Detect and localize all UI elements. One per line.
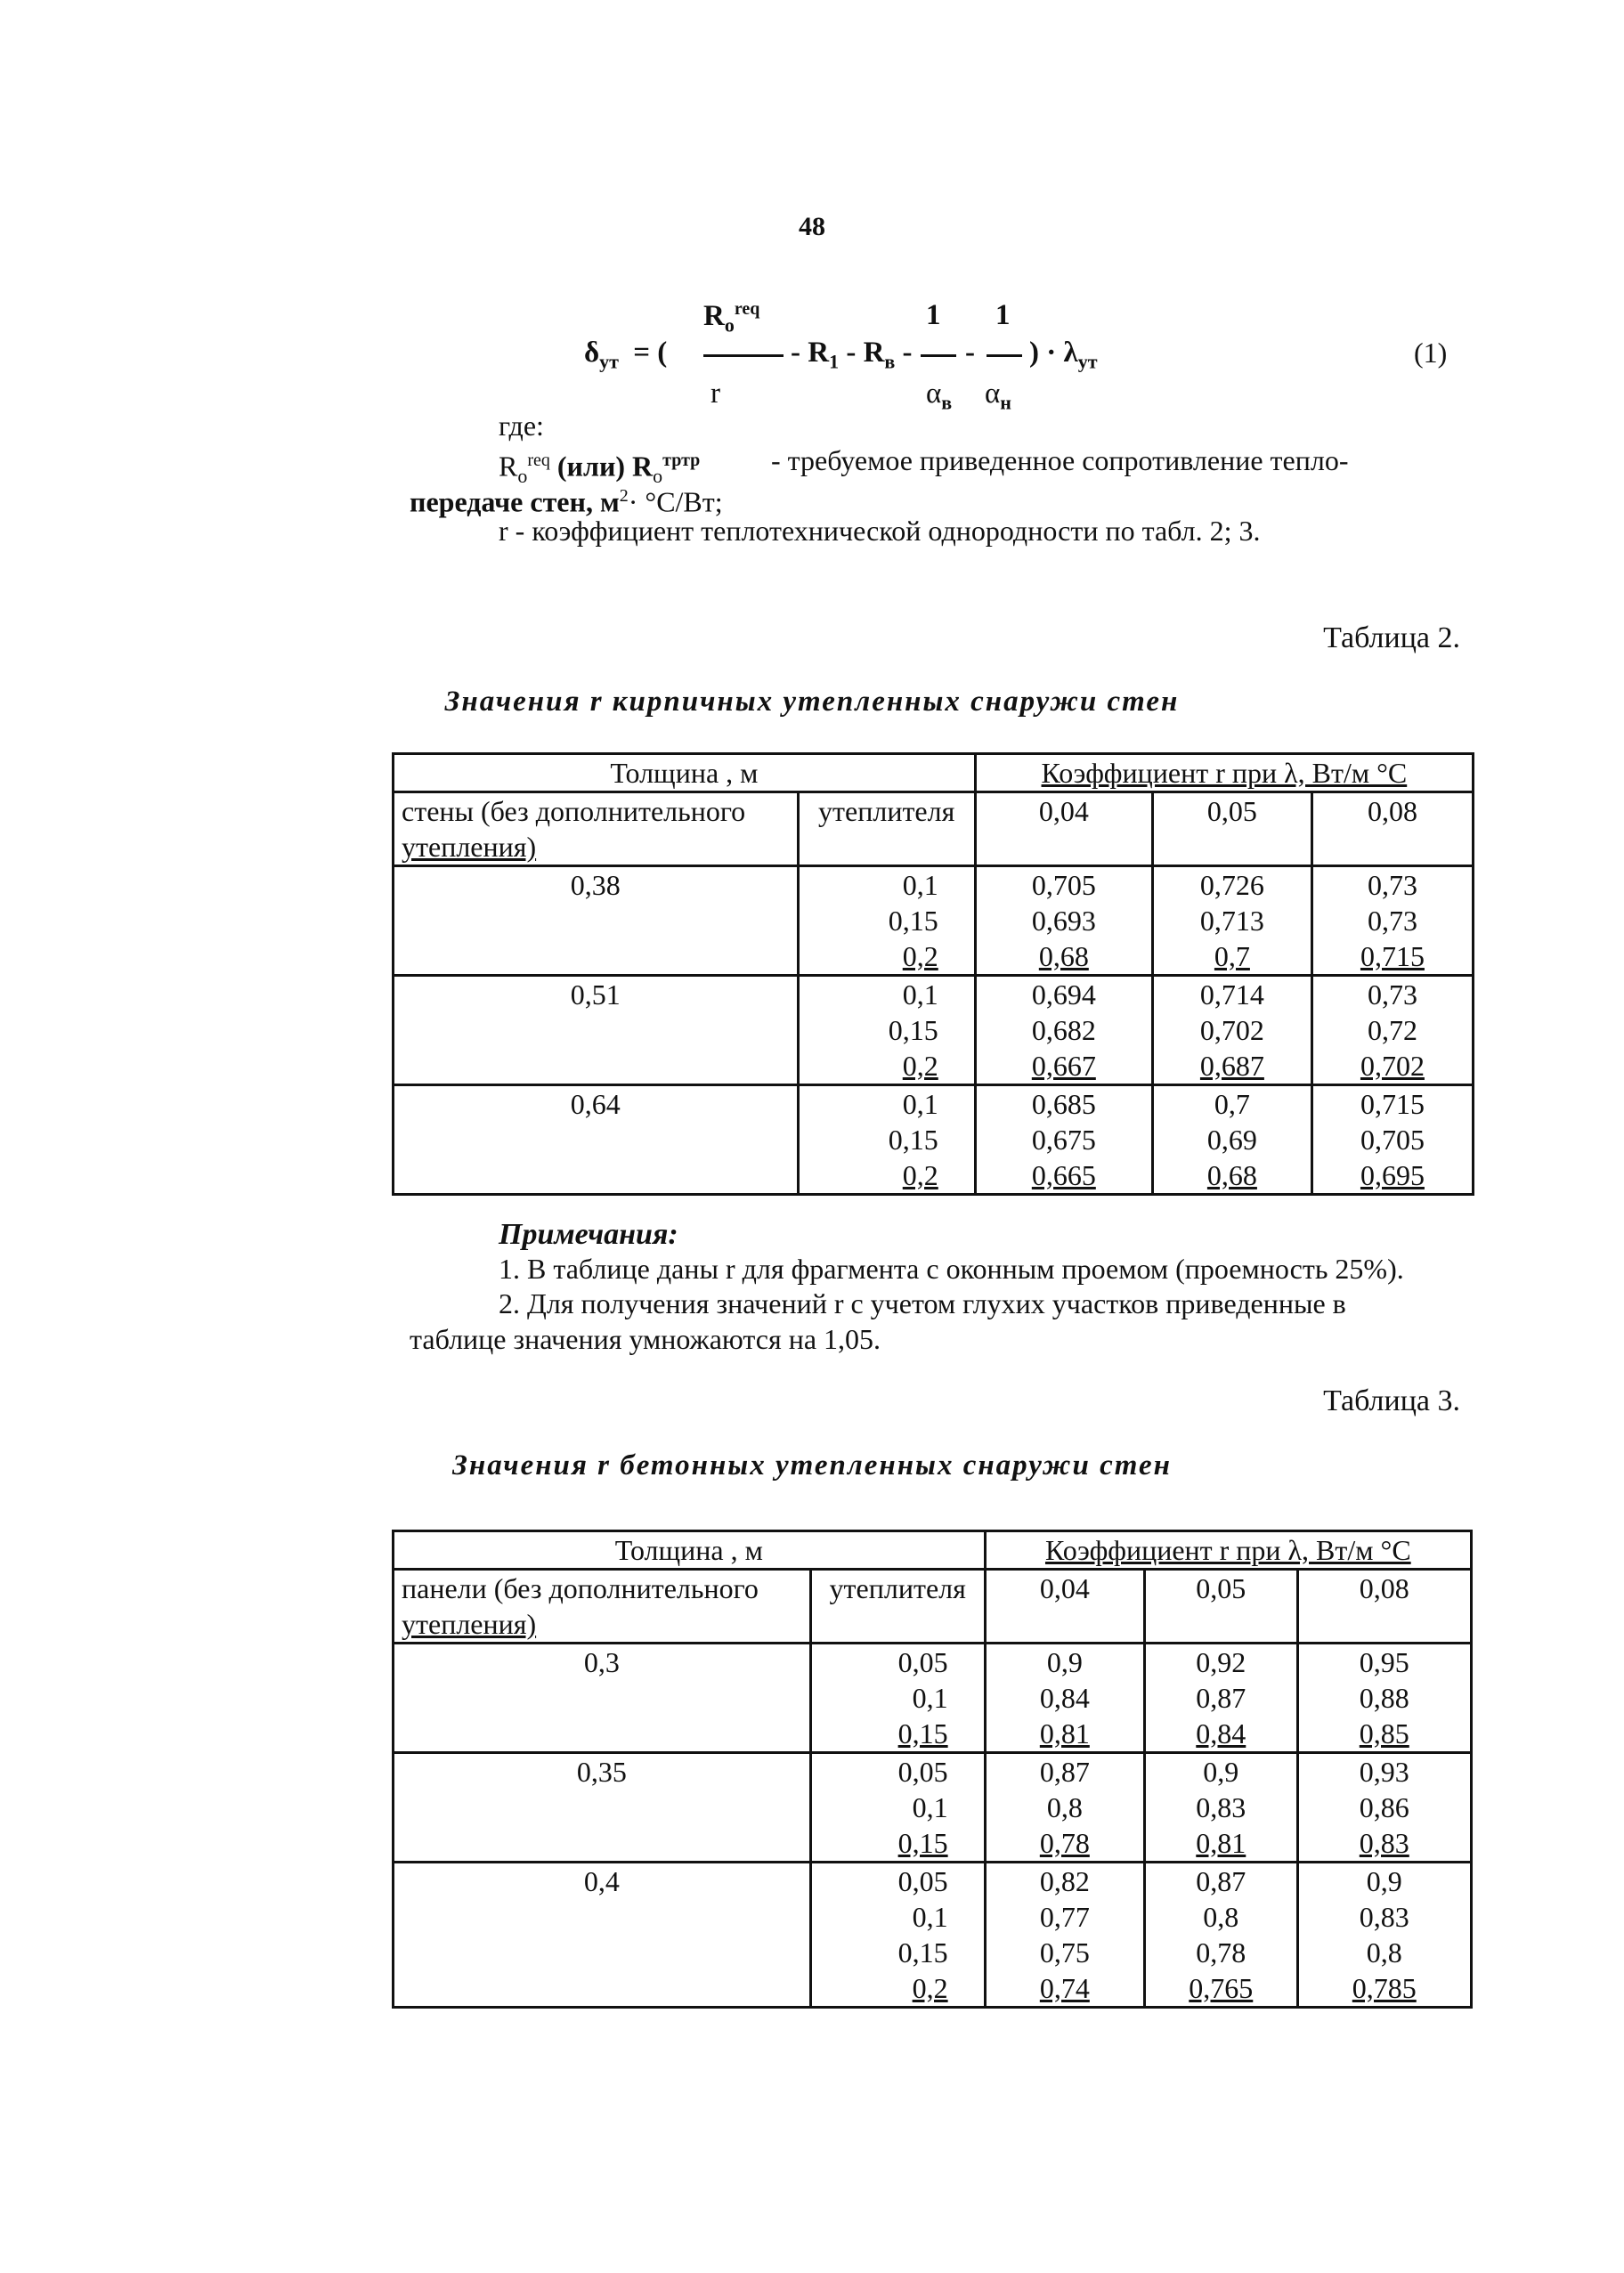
fraction-bar-2 xyxy=(921,354,956,357)
header-thickness: Толщина , м xyxy=(394,1531,986,1570)
wall-thickness: 0,64 xyxy=(570,1088,621,1120)
insulation-value: 0,2 xyxy=(902,1159,938,1191)
wall-thickness-cell xyxy=(394,1863,811,2008)
insulation-value: 0,15 xyxy=(888,1124,938,1156)
header-row xyxy=(394,754,1474,792)
alpha-v xyxy=(926,377,952,415)
insulation-cell xyxy=(810,1644,985,1753)
coefficient-value: 0,86 xyxy=(1359,1791,1409,1823)
coefficient-value: 0,78 xyxy=(1039,1827,1090,1859)
header-lambda: 0,08 xyxy=(1297,1570,1471,1644)
coefficient-value: 0,73 xyxy=(1367,869,1417,901)
insulation-value: 0,1 xyxy=(902,978,938,1011)
formula-number: (1) xyxy=(1414,337,1448,369)
formula-one-2: 1 xyxy=(995,299,1011,331)
text: передаче стен, м xyxy=(410,485,620,518)
table-3-title: Значения r бетонных утепленных снаружи стен xyxy=(452,1449,1172,1482)
coefficient-value: 0,693 xyxy=(1031,905,1096,937)
coefficient-value: 0,72 xyxy=(1367,1014,1417,1046)
formula-tail xyxy=(1029,337,1098,374)
header-lambda: 0,05 xyxy=(1152,792,1311,866)
wall-thickness-cell xyxy=(394,866,799,976)
coefficient-cell xyxy=(985,1753,1144,1863)
coefficient-value: 0,92 xyxy=(1196,1646,1246,1678)
formula xyxy=(0,0,1624,427)
superscript: req xyxy=(527,451,550,470)
alpha: α xyxy=(926,377,942,410)
coefficient-value: 0,88 xyxy=(1359,1682,1409,1714)
fraction-bar-1 xyxy=(703,354,784,357)
delta: δ xyxy=(584,337,600,369)
insulation-value: 0,1 xyxy=(912,1791,948,1823)
insulation-cell xyxy=(798,976,975,1085)
coefficient-value: 0,667 xyxy=(1031,1050,1096,1082)
coefficient-value: 0,8 xyxy=(1366,1936,1402,1969)
header-wall xyxy=(394,792,799,866)
header-row xyxy=(394,792,1474,866)
wall-thickness: 0,38 xyxy=(570,869,621,901)
header-row xyxy=(394,1570,1472,1644)
coefficient-value: 0,682 xyxy=(1031,1014,1096,1046)
insulation-value: 0,15 xyxy=(888,905,938,937)
insulation-value: 0,1 xyxy=(912,1682,948,1714)
coefficient-value: 0,7 xyxy=(1214,1088,1250,1120)
coefficient-value: 0,714 xyxy=(1199,978,1264,1011)
wall-thickness-cell xyxy=(394,1644,811,1753)
coefficient-value: 0,68 xyxy=(1206,1159,1257,1191)
coefficient-value: 0,785 xyxy=(1352,1972,1417,2004)
subscript: в xyxy=(884,350,896,373)
coefficient-value: 0,675 xyxy=(1031,1124,1096,1156)
formula-one-1: 1 xyxy=(926,299,941,331)
header-insulation: утеплителя xyxy=(798,792,975,866)
formula-numerator xyxy=(703,299,759,337)
coefficient-value: 0,9 xyxy=(1046,1646,1083,1678)
coefficient-cell xyxy=(1152,976,1311,1085)
coefficient-value: 0,8 xyxy=(1046,1791,1083,1823)
coefficient-cell xyxy=(975,866,1152,976)
subscript: o xyxy=(653,465,663,488)
coefficient-value: 0,9 xyxy=(1203,1756,1239,1788)
fraction-bar-3 xyxy=(987,354,1022,357)
insulation-cell xyxy=(810,1753,985,1863)
coefficient-value: 0,81 xyxy=(1039,1717,1090,1749)
coefficient-value: 0,765 xyxy=(1189,1972,1254,2004)
coefficient-cell xyxy=(1297,1753,1471,1863)
table-2-title: Значения r кирпичных утепленных снаружи стен xyxy=(444,686,1180,718)
coefficient-value: 0,702 xyxy=(1360,1050,1425,1082)
or-text: (или) R xyxy=(556,450,654,483)
coefficient-value: 0,687 xyxy=(1199,1050,1264,1082)
coefficient-value: 0,84 xyxy=(1039,1682,1090,1714)
insulation-value: 0,05 xyxy=(897,1756,948,1788)
subscript: н xyxy=(1000,391,1011,414)
insulation-cell xyxy=(798,1085,975,1195)
insulation-value: 0,2 xyxy=(902,1050,938,1082)
coefficient-value: 0,705 xyxy=(1031,869,1096,901)
table-3-caption: Таблица 3. xyxy=(1323,1384,1460,1417)
superscript: 2 xyxy=(619,486,629,506)
coefficient-cell xyxy=(1311,976,1473,1085)
coefficient-value: 0,685 xyxy=(1031,1088,1096,1120)
coefficient-value: 0,726 xyxy=(1199,869,1264,901)
coefficient-value: 0,73 xyxy=(1367,978,1417,1011)
coefficient-value: 0,75 xyxy=(1039,1936,1090,1969)
subscript: в xyxy=(941,391,953,414)
coefficient-cell xyxy=(975,976,1152,1085)
insulation-value: 0,15 xyxy=(897,1827,948,1859)
definition-r-req-text: - требуемое приведенное сопротивление тепло- xyxy=(771,444,1349,476)
header-coefficient xyxy=(985,1531,1471,1570)
coefficient-value: 0,85 xyxy=(1359,1717,1409,1749)
coefficient-value: 0,7 xyxy=(1214,940,1250,972)
table-row xyxy=(394,1863,1472,2008)
coefficient-cell xyxy=(975,1085,1152,1195)
note-2: 2. Для получения значений r с учетом глухих участков приведенные в xyxy=(499,1287,1346,1319)
header-wall xyxy=(394,1570,811,1644)
minus-r1: - R xyxy=(791,337,830,369)
notes-title: Примечания: xyxy=(499,1218,678,1251)
table-3 xyxy=(392,1530,1473,2009)
header-row xyxy=(394,1531,1472,1570)
insulation-value: 0,2 xyxy=(912,1972,948,2004)
subscript: o xyxy=(517,465,528,488)
subscript: ут xyxy=(599,350,619,373)
coefficient-value: 0,705 xyxy=(1360,1124,1425,1156)
minus: - xyxy=(965,337,975,369)
coefficient-value: 0,74 xyxy=(1039,1972,1090,2004)
formula-lhs xyxy=(584,337,667,374)
note-1: 1. В таблице даны r для фрагмента с оконным проемом (проемность 25%). xyxy=(499,1253,1404,1285)
header-wall-line2: утепления) xyxy=(402,831,537,863)
coefficient-value: 0,77 xyxy=(1039,1901,1090,1933)
wall-thickness: 0,35 xyxy=(576,1756,627,1788)
symbol-r: R xyxy=(703,300,725,332)
coefficient-value: 0,9 xyxy=(1366,1865,1402,1897)
coefficient-value: 0,78 xyxy=(1196,1936,1246,1969)
header-lambda: 0,04 xyxy=(975,792,1152,866)
insulation-value: 0,05 xyxy=(897,1646,948,1678)
table-row xyxy=(394,1644,1472,1753)
insulation-cell xyxy=(810,1863,985,2008)
minus: - xyxy=(902,337,913,369)
coefficient-cell xyxy=(1297,1644,1471,1753)
wall-thickness-cell xyxy=(394,1085,799,1195)
table-row xyxy=(394,976,1474,1085)
wall-thickness-cell xyxy=(394,976,799,1085)
insulation-value: 0,05 xyxy=(897,1865,948,1897)
coefficient-value: 0,82 xyxy=(1039,1865,1090,1897)
coefficient-cell xyxy=(1145,1753,1298,1863)
header-thickness: Толщина , м xyxy=(394,754,976,792)
symbol-r: R xyxy=(499,450,518,483)
coefficient-cell xyxy=(1152,1085,1311,1195)
superscript: req xyxy=(734,299,760,319)
wall-thickness: 0,51 xyxy=(570,978,621,1011)
coefficient-value: 0,83 xyxy=(1359,1827,1409,1859)
coefficient-cell xyxy=(985,1863,1144,2008)
insulation-value: 0,2 xyxy=(902,940,938,972)
insulation-value: 0,15 xyxy=(888,1014,938,1046)
insulation-value: 0,1 xyxy=(902,869,938,901)
coefficient-value: 0,713 xyxy=(1199,905,1264,937)
coefficient-cell xyxy=(1145,1644,1298,1753)
alpha-n xyxy=(985,377,1011,415)
subscript: 1 xyxy=(829,350,840,373)
where-label: где: xyxy=(499,410,544,442)
coefficient-value: 0,81 xyxy=(1196,1827,1246,1859)
wall-thickness: 0,3 xyxy=(583,1646,620,1678)
table-row xyxy=(394,1753,1472,1863)
insulation-value: 0,15 xyxy=(897,1936,948,1969)
coefficient-value: 0,715 xyxy=(1360,1088,1425,1120)
header-coefficient-text: Коэффициент r при λ, Вт/м °С xyxy=(1041,757,1408,789)
coefficient-value: 0,694 xyxy=(1031,978,1096,1011)
formula-middle xyxy=(791,337,913,374)
table-2 xyxy=(392,752,1474,1196)
coefficient-value: 0,87 xyxy=(1196,1682,1246,1714)
coefficient-value: 0,702 xyxy=(1199,1014,1264,1046)
text: · °С/Вт; xyxy=(628,485,723,518)
coefficient-value: 0,95 xyxy=(1359,1646,1409,1678)
minus-rv: - R xyxy=(846,337,885,369)
wall-thickness: 0,4 xyxy=(583,1865,620,1897)
header-coefficient-text: Коэффициент r при λ, Вт/м °С xyxy=(1044,1534,1411,1566)
equals: = ( xyxy=(633,337,668,369)
coefficient-value: 0,715 xyxy=(1360,940,1425,972)
page-number: 48 xyxy=(799,212,825,241)
subscript: o xyxy=(724,313,735,337)
definition-r: r - коэффициент теплотехнической однородности по табл. 2; 3. xyxy=(499,515,1261,547)
coefficient-value: 0,665 xyxy=(1031,1159,1096,1191)
formula-denominator-r: r xyxy=(710,377,720,410)
coefficient-value: 0,695 xyxy=(1360,1159,1425,1191)
insulation-cell xyxy=(798,866,975,976)
insulation-value: 0,1 xyxy=(902,1088,938,1120)
coefficient-value: 0,8 xyxy=(1203,1901,1239,1933)
insulation-value: 0,1 xyxy=(912,1901,948,1933)
header-lambda: 0,05 xyxy=(1145,1570,1298,1644)
lambda: ) · λ xyxy=(1029,337,1078,369)
header-lambda: 0,08 xyxy=(1311,792,1473,866)
header-wall-line1: стены (без дополнительного xyxy=(402,795,746,827)
header-coefficient xyxy=(975,754,1473,792)
alpha: α xyxy=(985,377,1001,410)
coefficient-value: 0,87 xyxy=(1196,1865,1246,1897)
coefficient-value: 0,68 xyxy=(1038,940,1089,972)
coefficient-value: 0,84 xyxy=(1196,1717,1246,1749)
table-2-caption: Таблица 2. xyxy=(1323,621,1460,654)
header-lambda: 0,04 xyxy=(985,1570,1144,1644)
table-row xyxy=(394,866,1474,976)
superscript: тртр xyxy=(662,451,701,470)
coefficient-cell xyxy=(1311,866,1473,976)
header-insulation: утеплителя xyxy=(810,1570,985,1644)
header-wall-line2: утепления) xyxy=(402,1608,537,1640)
coefficient-value: 0,69 xyxy=(1206,1124,1257,1156)
note-2-cont: таблице значения умножаются на 1,05. xyxy=(410,1323,881,1355)
coefficient-value: 0,73 xyxy=(1367,905,1417,937)
wall-thickness-cell xyxy=(394,1753,811,1863)
coefficient-cell xyxy=(1145,1863,1298,2008)
header-wall-line1: панели (без дополнительного xyxy=(402,1572,759,1604)
subscript: ут xyxy=(1077,350,1098,373)
coefficient-value: 0,83 xyxy=(1359,1901,1409,1933)
table-row xyxy=(394,1085,1474,1195)
coefficient-cell xyxy=(1297,1863,1471,2008)
coefficient-value: 0,87 xyxy=(1039,1756,1090,1788)
coefficient-cell xyxy=(1152,866,1311,976)
insulation-value: 0,15 xyxy=(897,1717,948,1749)
coefficient-value: 0,83 xyxy=(1196,1791,1246,1823)
coefficient-cell xyxy=(985,1644,1144,1753)
coefficient-value: 0,93 xyxy=(1359,1756,1409,1788)
coefficient-cell xyxy=(1311,1085,1473,1195)
